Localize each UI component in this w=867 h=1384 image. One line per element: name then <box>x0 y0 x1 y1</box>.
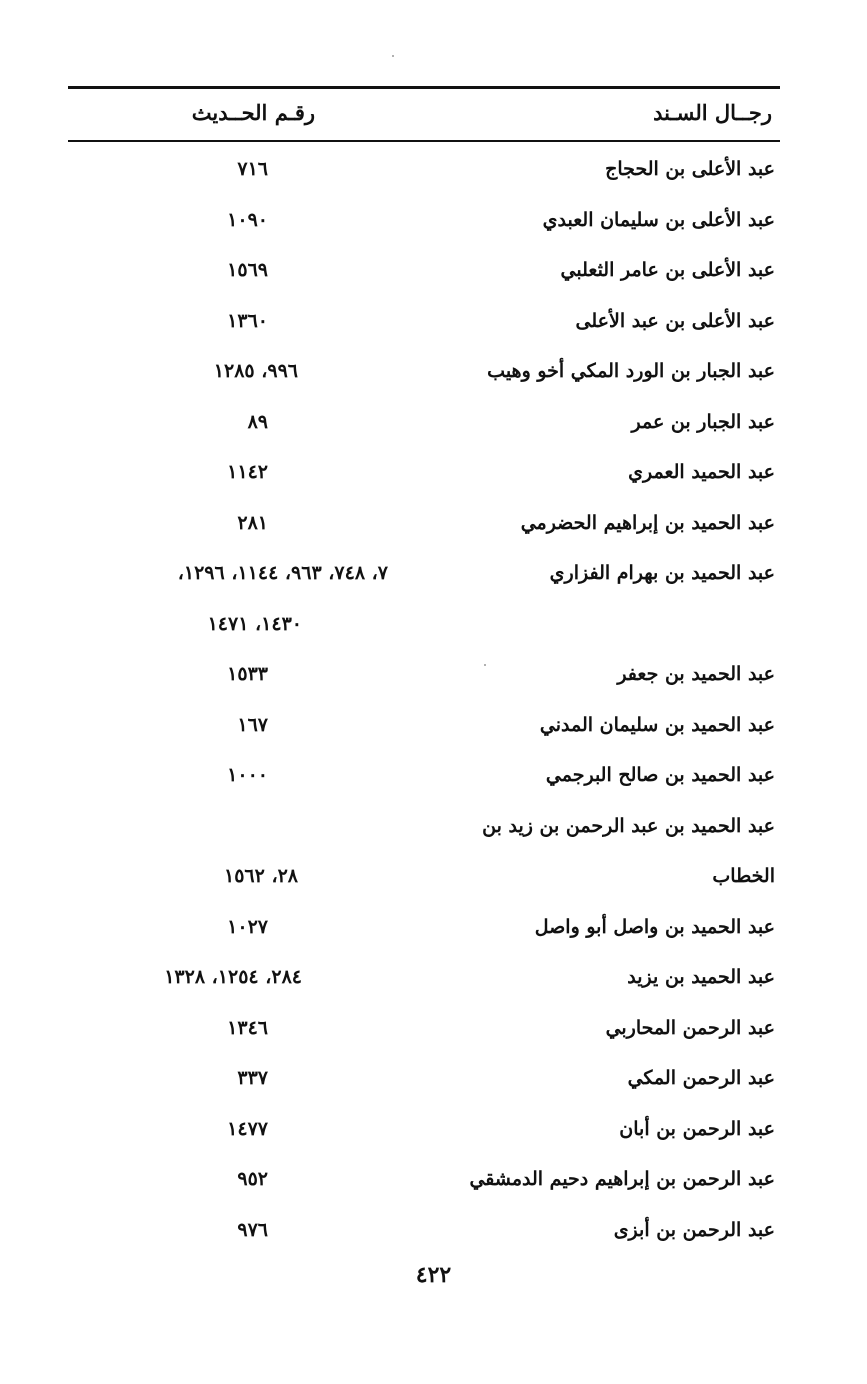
hadith-numbers: ١٦٧ <box>237 713 268 736</box>
narrator-name: عبد الجبار بن عمر <box>631 410 775 433</box>
narrator-name: عبد الحميد بن بهرام الفزاري <box>549 562 775 584</box>
narrators-column-header: رجــال السـند <box>653 100 772 125</box>
hadith-numbers: ١٥٣٣ <box>227 663 268 685</box>
table-row <box>68 554 780 605</box>
hadith-numbers: ١٥٦٩ <box>227 259 268 281</box>
narrator-name: عبد الجبار بن الورد المكي أخو وهيب <box>487 360 775 382</box>
table-row <box>68 251 780 302</box>
narrator-name: عبد الحميد بن سليمان المدني <box>539 713 775 736</box>
hadith-numbers: ٢٨١ <box>237 511 268 534</box>
table-row-continuation <box>68 605 780 656</box>
hadith-numbers: ٧١٦ <box>237 158 268 180</box>
table-row <box>68 1009 780 1060</box>
narrator-name: عبد الرحمن المكي <box>627 1067 775 1089</box>
narrator-name: عبد الرحمن بن إبراهيم دحيم الدمشقي <box>469 1168 775 1190</box>
table-row <box>68 201 780 252</box>
table-header <box>68 92 780 138</box>
narrator-name: عبد الحميد بن عبد الرحمن بن زيد بن <box>482 814 775 837</box>
narrator-index-table <box>68 150 780 1261</box>
table-row-continuation <box>68 857 780 908</box>
hadith-numbers: ٣٣٧ <box>237 1067 268 1089</box>
table-row <box>68 908 780 959</box>
table-row <box>68 1059 780 1110</box>
table-row <box>68 150 780 201</box>
hadith-numbers: ٧، ٧٤٨، ٩٦٣، ١١٤٤، ١٢٩٦، <box>177 562 388 584</box>
table-row <box>68 504 780 555</box>
table-row <box>68 1110 780 1161</box>
narrator-name: عبد الحميد بن صالح البرجمي <box>545 764 775 786</box>
table-row <box>68 807 780 858</box>
print-speck <box>484 664 486 666</box>
hadith-numbers: ١٤٧٧ <box>227 1117 268 1140</box>
hadith-numbers: ١٣٤٦ <box>227 1016 268 1039</box>
hadith-numbers: ١٠٢٧ <box>227 915 268 938</box>
hadith-numbers: ٢٨، ١٥٦٢ <box>224 865 298 887</box>
table-row <box>68 453 780 504</box>
narrator-name: عبد الحميد بن إبراهيم الحضرمي <box>520 511 775 534</box>
hadith-numbers: ٩٥٢ <box>237 1168 268 1190</box>
narrator-name: عبد الرحمن المحاربي <box>605 1016 775 1039</box>
narrator-name: عبد الأعلى بن سليمان العبدي <box>542 208 775 231</box>
hadith-numbers: ٨٩ <box>247 410 268 433</box>
narrator-name: عبد الحميد بن جعفر <box>617 663 775 685</box>
table-row <box>68 756 780 807</box>
table-row <box>68 403 780 454</box>
hadith-numbers: ٩٩٦، ١٢٨٥ <box>213 360 298 382</box>
table-row <box>68 958 780 1009</box>
hadith-numbers: ١٠٠٠ <box>227 764 268 786</box>
hadith-numbers: ٢٨٤، ١٢٥٤، ١٣٢٨ <box>164 966 302 988</box>
hadith-numbers: ١٣٦٠ <box>227 309 268 332</box>
narrator-name: الخطاب <box>712 865 775 887</box>
page-number: ٤٢٢ <box>415 1262 452 1288</box>
hadith-numbers: ١١٤٢ <box>227 461 268 483</box>
table-row <box>68 1160 780 1211</box>
narrator-name: عبد الأعلى بن عامر الثعلبي <box>560 259 775 281</box>
narrator-name: عبد الحميد العمري <box>628 461 775 483</box>
hadith-numbers: ١٤٣٠، ١٤٧١ <box>207 612 302 635</box>
hadith-numbers: ٩٧٦ <box>237 1218 268 1241</box>
table-row <box>68 352 780 403</box>
narrator-name: عبد الحميد بن يزيد <box>627 966 775 988</box>
narrator-name: عبد الأعلى بن الحجاج <box>605 158 775 180</box>
narrator-name: عبد الرحمن بن أبزى <box>613 1218 775 1241</box>
table-row <box>68 706 780 757</box>
narrator-name: عبد الأعلى بن عبد الأعلى <box>575 309 775 332</box>
narrator-name: عبد الحميد بن واصل أبو واصل <box>534 915 775 938</box>
print-speck <box>392 55 394 57</box>
table-row <box>68 302 780 353</box>
table-row <box>68 1211 780 1262</box>
table-row <box>68 655 780 706</box>
hadith-numbers: ١٠٩٠ <box>227 208 268 231</box>
hadith-number-column-header: رقـم الحــديث <box>191 100 315 125</box>
header-rule <box>68 140 780 142</box>
narrator-name: عبد الرحمن بن أبان <box>619 1117 775 1140</box>
top-rule <box>68 86 780 89</box>
